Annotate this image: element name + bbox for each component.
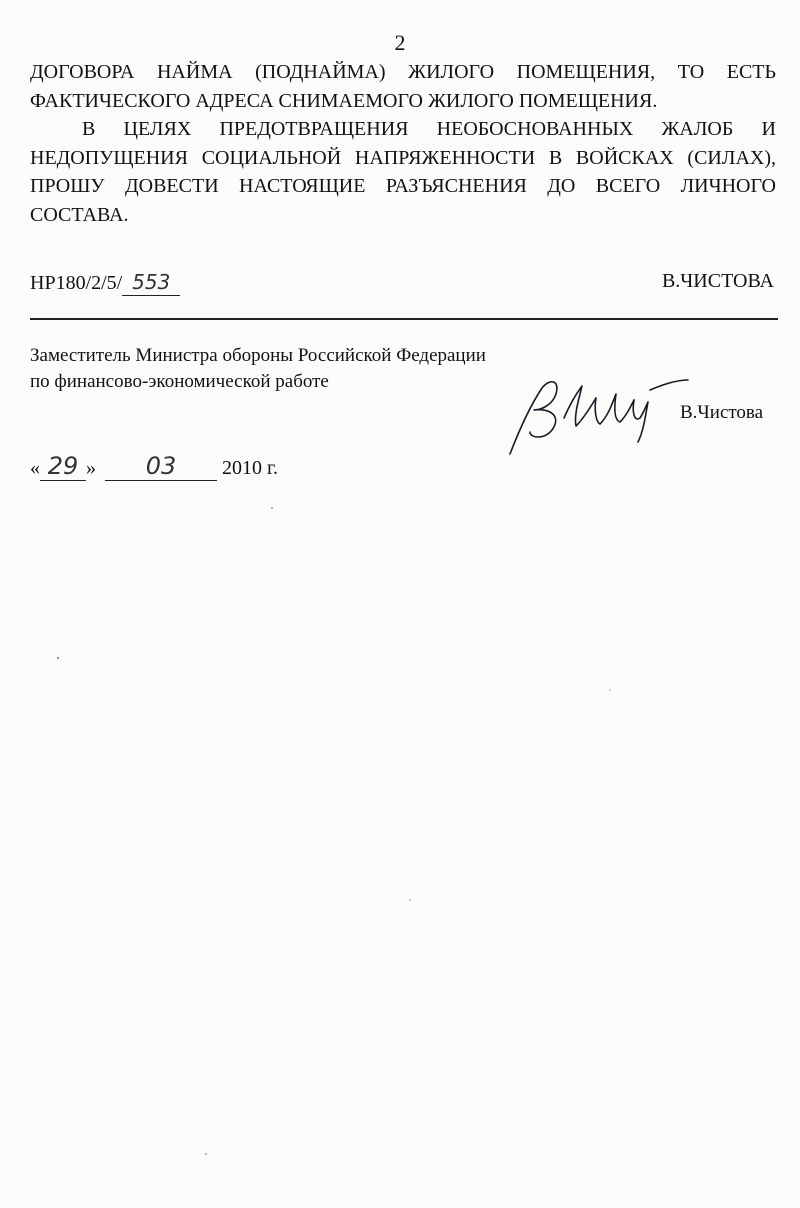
signatory-title-line-1: Заместитель Министра обороны Российской Федерации [30,345,486,366]
paragraph-1-line-2: ФАКТИЧЕСКОГО АДРЕСА СНИМАЕМОГО ЖИЛОГО ПОМЕЩЕНИЯ. [30,89,658,112]
registration-prefix: НР180/2/5/ [30,272,123,294]
date-close-quote: » [86,457,96,479]
date-open-quote: « [30,457,40,479]
registration-signer: В.ЧИСТОВА [661,270,774,292]
page-number: 2 [394,30,406,55]
date-day: 29 [47,452,79,480]
signatory-name: В.Чистова [680,402,764,423]
date-month: 03 [145,452,177,480]
date-year: 2010 г. [222,457,278,479]
paragraph-1-line-1: ДОГОВОРА НАЙМА (ПОДНАЙМА) ЖИЛОГО ПОМЕЩЕНИЯ, ТО ЕСТЬ [30,61,776,83]
paragraph-2: В ЦЕЛЯХ ПРЕДОТВРАЩЕНИЯ НЕОБОСНОВАННЫХ ЖАЛОБ И НЕДОПУЩЕНИЯ СОЦИАЛЬНОЙ НАПРЯЖЕННОСТИ В ВОЙСКАХ (СИЛАХ), ПРОШУ ДОВЕСТИ НАСТОЯЩИЕ РАЗЪЯСНЕНИЯ ДО ВСЕГО ЛИЧНОГО СОСТАВА. [30,118,776,226]
signatory-title-line-2: по финансово-экономической работе [30,371,329,392]
registration-handwritten-number: 553 [132,270,171,294]
